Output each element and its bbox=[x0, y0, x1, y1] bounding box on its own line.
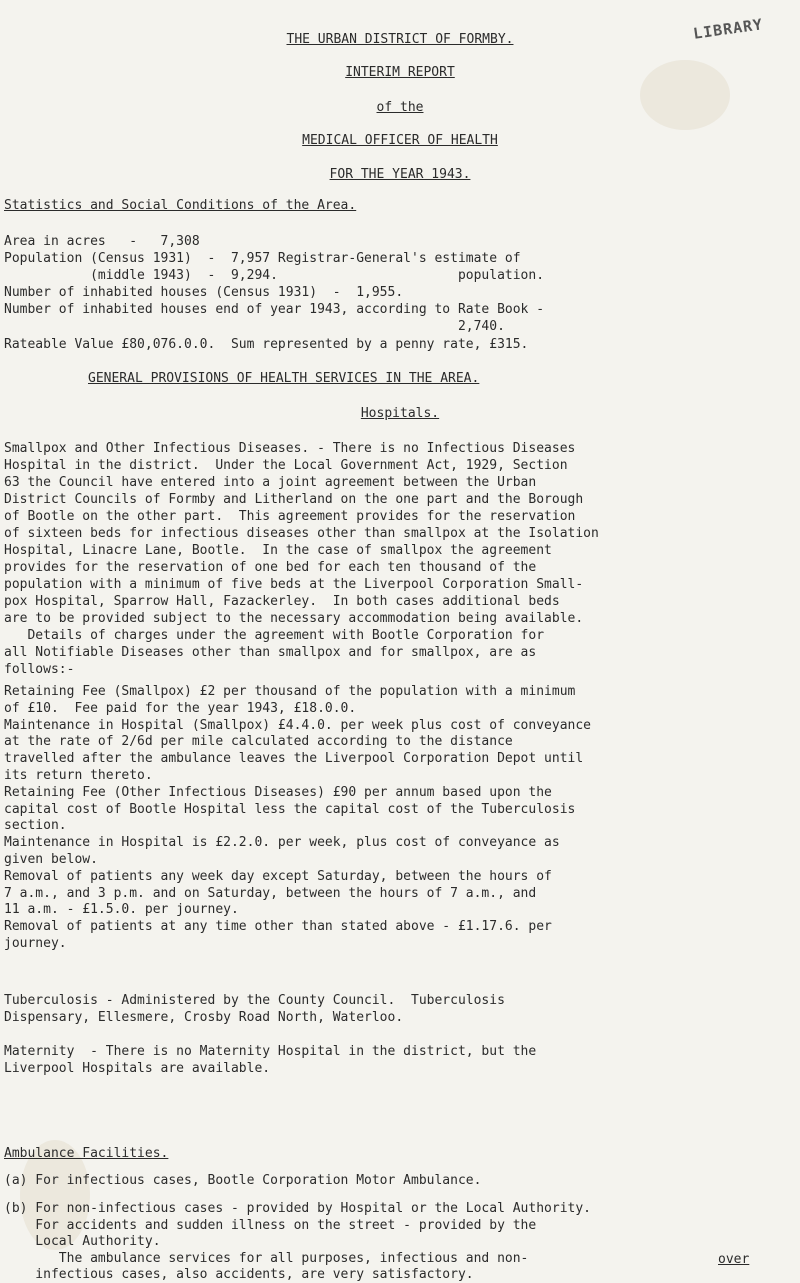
charges-line: given below. bbox=[4, 852, 98, 867]
hospitals-line: District Councils of Formby and Litherland on the one part and the Borough bbox=[4, 492, 584, 507]
ambulance-b-line: (b) For non-infectious cases - provided by Hospital or the Local Authority. bbox=[4, 1201, 591, 1216]
charges-line: 7 a.m., and 3 p.m. and on Saturday, between the hours of 7 a.m., and bbox=[4, 885, 537, 901]
population-census-line: Population (Census 1931) - 7,957 Registrar-General's estimate of bbox=[4, 251, 521, 266]
maternity-line: Maternity - There is no Maternity Hospital in the district, but the bbox=[4, 1044, 537, 1059]
charges-line: at the rate of 2/6d per mile calculated according to the distance bbox=[4, 734, 513, 750]
ambulance-b-line: For accidents and sudden illness on the street - provided by the bbox=[4, 1217, 537, 1233]
ambulance-b-line: infectious cases, also accidents, are very satisfactory. bbox=[4, 1267, 474, 1282]
hospitals-line: Smallpox and Other Infectious Diseases. - There is no Infectious Diseases bbox=[4, 441, 576, 456]
charges-line: travelled after the ambulance leaves the Liverpool Corporation Depot until bbox=[4, 751, 584, 767]
area-line: Area in acres - 7,308 bbox=[4, 234, 200, 249]
district-title: THE URBAN DISTRICT OF FORMBY. bbox=[286, 32, 514, 47]
library-stamp: LIBRARY bbox=[692, 15, 765, 43]
ambulance-heading: Ambulance Facilities. bbox=[4, 1146, 169, 1161]
charges-line: Retaining Fee (Other Infectious Diseases) £90 per annum based upon the bbox=[4, 784, 552, 800]
tuberculosis-line: Dispensary, Ellesmere, Crosby Road North, Waterloo. bbox=[4, 1010, 404, 1025]
officer-title: MEDICAL OFFICER OF HEALTH bbox=[302, 133, 498, 148]
hospitals-heading: Hospitals. bbox=[360, 406, 440, 421]
hospitals-line: Details of charges under the agreement with Bootle Corporation for bbox=[4, 628, 545, 643]
tuberculosis-line: Tuberculosis - Administered by the County Council. Tuberculosis bbox=[4, 993, 505, 1008]
report-title: INTERIM REPORT bbox=[345, 65, 455, 80]
houses-ratebook-line: Number of inhabited houses end of year 1943, according to Rate Book - bbox=[4, 302, 545, 317]
rateable-value-line: Rateable Value £80,076.0.0. Sum represented by a penny rate, £315. bbox=[4, 337, 529, 352]
hospitals-line: Hospital in the district. Under the Local Government Act, 1929, Section bbox=[4, 458, 568, 473]
hospitals-line: provides for the reservation of one bed for each ten thousand of the bbox=[4, 560, 537, 575]
charges-line: its return thereto. bbox=[4, 768, 153, 783]
population-middle-line: (middle 1943) - 9,294. population. bbox=[4, 268, 545, 283]
general-provisions-heading: GENERAL PROVISIONS OF HEALTH SERVICES IN THE AREA. bbox=[88, 371, 480, 386]
ambulance-b-line: The ambulance services for all purposes, infectious and non- bbox=[4, 1250, 529, 1266]
year-title: FOR THE YEAR 1943. bbox=[329, 167, 471, 182]
charges-line: Maintenance in Hospital is £2.2.0. per week, plus cost of conveyance as bbox=[4, 835, 560, 851]
hospitals-line: Hospital, Linacre Lane, Bootle. In the case of smallpox the agreement bbox=[4, 543, 552, 558]
hospitals-line: 63 the Council have entered into a joint agreement between the Urban bbox=[4, 475, 537, 490]
charges-line: Maintenance in Hospital (Smallpox) £4.4.0. per week plus cost of conveyance bbox=[4, 717, 591, 733]
hospitals-line: of Bootle on the other part. This agreement provides for the reservation bbox=[4, 509, 576, 524]
hospitals-line: pox Hospital, Sparrow Hall, Fazackerley. In both cases additional beds bbox=[4, 594, 560, 609]
houses-census-line: Number of inhabited houses (Census 1931) - 1,955. bbox=[4, 285, 404, 300]
statistics-heading: Statistics and Social Conditions of the Area. bbox=[4, 198, 357, 213]
hospitals-line: all Notifiable Diseases other than smallpox and for smallpox, are as bbox=[4, 645, 537, 660]
maternity-line: Liverpool Hospitals are available. bbox=[4, 1061, 271, 1076]
charges-line: of £10. Fee paid for the year 1943, £18.0.0. bbox=[4, 700, 357, 716]
charges-line: section. bbox=[4, 818, 67, 834]
ambulance-b-line: Local Authority. bbox=[4, 1234, 161, 1249]
charges-line: capital cost of Bootle Hospital less the capital cost of the Tuberculosis bbox=[4, 801, 576, 817]
ambulance-item-a: (a) For infectious cases, Bootle Corporation Motor Ambulance. bbox=[4, 1173, 482, 1188]
charges-line: Removal of patients any week day except Saturday, between the hours of bbox=[4, 868, 552, 884]
charges-line: 11 a.m. - £1.5.0. per journey. bbox=[4, 902, 239, 918]
hospitals-line: of sixteen beds for infectious diseases other than smallpox at the Isolation bbox=[4, 526, 599, 541]
hospitals-line: follows:- bbox=[4, 662, 75, 677]
charges-line: Retaining Fee (Smallpox) £2 per thousand of the population with a minimum bbox=[4, 684, 576, 699]
charges-line: journey. bbox=[4, 936, 67, 951]
hospitals-line: population with a minimum of five beds at the Liverpool Corporation Small- bbox=[4, 577, 584, 592]
charges-line: Removal of patients at any time other than stated above - £1.17.6. per bbox=[4, 919, 552, 935]
of-the: of the bbox=[376, 100, 424, 115]
houses-ratebook-value: 2,740. bbox=[4, 319, 505, 334]
hospitals-line: are to be provided subject to the necessary accommodation being available. bbox=[4, 611, 584, 626]
over-note: over bbox=[718, 1252, 750, 1267]
